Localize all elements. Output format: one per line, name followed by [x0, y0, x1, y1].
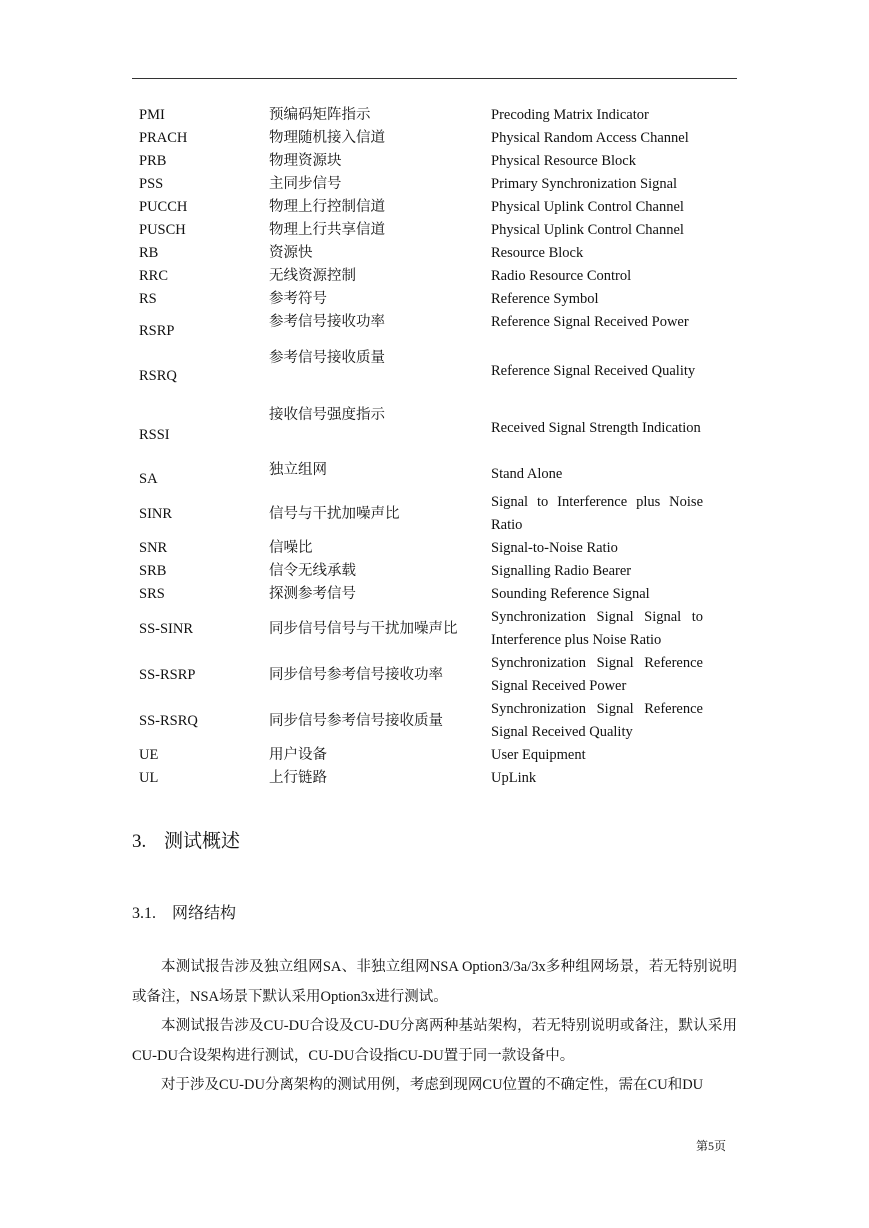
body-text — [132, 953, 737, 1101]
en-cell: Physical Uplink Control Channel — [491, 199, 684, 215]
en-cell: Resource Block — [491, 245, 584, 261]
en-cell: Physical Random Access Channel — [491, 130, 689, 146]
cn-cell: 参考信号接收功率 — [269, 314, 385, 330]
table-row — [132, 242, 737, 265]
table-row — [132, 457, 737, 491]
en-cell: User Equipment — [491, 747, 586, 763]
cn-cell: 资源快 — [269, 245, 313, 261]
en-cell: Signalling Radio Bearer — [491, 563, 632, 579]
section-number: 3. — [132, 831, 147, 852]
en-cell: Synchronization Signal Signal to Interference plus Noise Ratio — [491, 609, 703, 648]
abbreviation-table — [132, 104, 737, 790]
abbr-cell: PRB — [139, 153, 167, 169]
table-row — [132, 104, 737, 127]
table-row — [132, 744, 737, 767]
abbr-cell: UL — [139, 770, 159, 786]
en-cell: Radio Resource Control — [491, 268, 632, 284]
cn-cell: 同步信号信号与干扰加噪声比 — [269, 620, 458, 637]
abbr-cell: PMI — [139, 107, 165, 123]
table-row — [132, 537, 737, 560]
en-cell: Stand Alone — [491, 465, 563, 482]
abbr-cell: SS-SINR — [139, 620, 193, 637]
abbr-cell: SS-RSRQ — [139, 712, 198, 729]
abbr-cell: PSS — [139, 176, 164, 192]
en-cell: Signal to Interference plus Noise Ratio — [491, 494, 703, 533]
en-cell: Physical Uplink Control Channel — [491, 222, 684, 238]
section-heading — [132, 826, 240, 853]
cn-cell: 物理上行控制信道 — [269, 199, 385, 215]
table-row — [132, 400, 737, 457]
abbr-cell: SS-RSRP — [139, 666, 196, 683]
cn-cell: 独立组网 — [269, 462, 327, 478]
en-cell: Reference Signal Received Power — [491, 314, 689, 330]
en-cell: Signal-to-Noise Ratio — [491, 540, 618, 556]
table-row — [132, 173, 737, 196]
table-row — [132, 606, 737, 652]
abbr-cell: PRACH — [139, 130, 188, 146]
table-row — [132, 196, 737, 219]
cn-cell: 主同步信号 — [269, 176, 342, 192]
table-row — [132, 311, 737, 343]
abbr-cell: UE — [139, 747, 159, 763]
en-cell: UpLink — [491, 770, 537, 786]
page-number: 第5页 — [696, 1139, 727, 1153]
table-row — [132, 767, 737, 790]
table-row — [132, 560, 737, 583]
abbr-cell: SA — [139, 470, 158, 487]
cn-cell: 用户设备 — [269, 747, 327, 763]
subsection-title: 网络结构 — [172, 905, 237, 922]
en-cell: Sounding Reference Signal — [491, 586, 650, 602]
table-row — [132, 150, 737, 173]
en-cell: Synchronization Signal Reference Signal Received Quality — [491, 701, 703, 740]
cn-cell: 预编码矩阵指示 — [269, 107, 371, 123]
section-title: 测试概述 — [164, 831, 241, 852]
cn-cell: 物理上行共享信道 — [269, 222, 385, 238]
cn-cell: 信号与干扰加噪声比 — [269, 505, 400, 522]
table-row — [132, 652, 737, 698]
cn-cell: 同步信号参考信号接收功率 — [269, 666, 443, 683]
en-cell: Precoding Matrix Indicator — [491, 107, 649, 123]
table-row — [132, 219, 737, 242]
en-cell: Reference Signal Received Quality — [491, 363, 696, 379]
abbr-cell: RSSI — [139, 427, 170, 443]
table-row — [132, 343, 737, 400]
cn-cell: 信噪比 — [269, 540, 313, 556]
en-cell: Synchronization Signal Reference Signal Received Power — [491, 655, 703, 694]
subsection-heading — [132, 900, 236, 923]
abbr-cell: SRB — [139, 563, 167, 579]
en-cell: Primary Synchronization Signal — [491, 176, 678, 192]
en-cell: Reference Symbol — [491, 291, 599, 307]
cn-cell: 参考信号接收质量 — [269, 350, 385, 366]
cn-cell: 物理随机接入信道 — [269, 130, 385, 146]
cn-cell: 探测参考信号 — [269, 586, 356, 602]
table-row — [132, 491, 737, 537]
cn-cell: 物理资源块 — [269, 153, 342, 169]
abbr-cell: SRS — [139, 586, 165, 602]
abbr-cell: RSRP — [139, 323, 175, 339]
abbr-cell: PUCCH — [139, 199, 188, 215]
abbr-cell: SNR — [139, 540, 168, 556]
paragraph: 本测试报告涉及CU-DU合设及CU-DU分离两种基站架构，若无特别说明或备注，默认采用CU-DU合设架构进行测试，CU-DU合设指CU-DU置于同一款设备中。 — [132, 1018, 737, 1064]
cn-cell: 信令无线承载 — [269, 563, 356, 579]
abbr-cell: RSRQ — [139, 368, 177, 384]
abbr-cell: RS — [139, 291, 157, 307]
en-cell: Received Signal Strength Indication — [491, 420, 701, 436]
cn-cell: 参考符号 — [269, 291, 327, 307]
abbr-cell: PUSCH — [139, 222, 186, 238]
paragraph: 对于涉及CU-DU分离架构的测试用例，考虑到现网CU位置的不确定性，需在CU和DU — [161, 1077, 704, 1093]
abbr-cell: RB — [139, 245, 159, 261]
cn-cell: 上行链路 — [269, 770, 327, 786]
abbr-cell: SINR — [139, 505, 173, 522]
en-cell: Physical Resource Block — [491, 153, 636, 169]
table-row — [132, 127, 737, 150]
table-row — [132, 265, 737, 288]
table-row — [132, 698, 737, 744]
table-row — [132, 583, 737, 606]
paragraph: 本测试报告涉及独立组网SA、非独立组网NSA Option3/3a/3x多种组网场景，若无特别说明或备注，NSA场景下默认采用Option3x进行测试。 — [132, 959, 737, 1005]
cn-cell: 无线资源控制 — [269, 268, 356, 284]
abbr-cell: RRC — [139, 268, 169, 284]
cn-cell: 同步信号参考信号接收质量 — [269, 712, 443, 729]
header-rule — [132, 78, 737, 79]
cn-cell: 接收信号强度指示 — [269, 407, 385, 423]
subsection-number: 3.1. — [132, 905, 156, 922]
table-row — [132, 288, 737, 311]
